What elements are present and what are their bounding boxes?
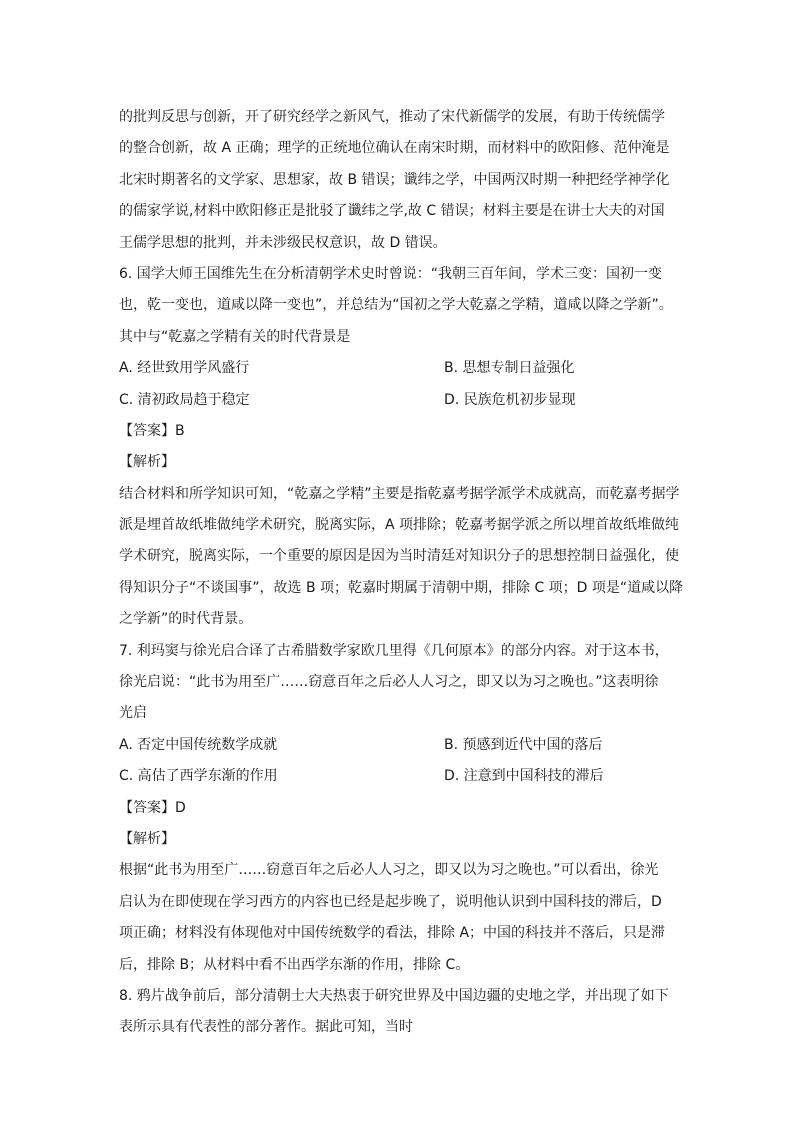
option-a: A. 经世致用学风盛行 — [119, 360, 250, 377]
question-stem-line: 表所示具有代表性的部分著作。据此可知，当时 — [119, 1019, 413, 1036]
option-d: D. 民族危机初步显现 — [444, 391, 576, 408]
text-line: 的儒家学说,材料中欧阳修正是批驳了谶纬之学,故 C 错误；材料主要是在讲士大夫的对国 — [119, 203, 665, 220]
analysis-title: 【解析】 — [119, 830, 175, 847]
option-c: C. 清初政局趋于稳定 — [119, 391, 250, 408]
question-stem-line: 徐光启说：“此书为用至广……窃意百年之后必人人习之，即又以为习之晚也。”这表明徐 — [119, 674, 659, 691]
analysis-line: 启认为在即使现在学习西方的内容也已经是起步晚了，说明他认识到中国科技的滞后，D — [119, 893, 662, 910]
text-line: 王儒学思想的批判，并未涉级民权意识，故 D 错误。 — [119, 234, 447, 251]
options-row — [119, 761, 679, 792]
text-line: 的批判反思与创新，开了研究经学之新风气，推动了宋代新儒学的发展，有助于传统儒学 — [119, 109, 665, 125]
answer-label: 【答案】B — [119, 422, 185, 439]
text-line: 的整合创新，故 A 正确；理学的正统地位确认在南宋时期，而材料中的欧阳修、范仲淹是 — [119, 140, 670, 157]
analysis-line: 项正确；材料没有体现他对中国传统数学的看法，排除 A；中国的科技并不落后，只是滞 — [119, 925, 666, 942]
question-stem-line: 光启 — [119, 705, 147, 722]
analysis-line: 根据“此书为用至广……窃意百年之后必人人习之，即又以为习之晚也。”可以看出，徐光 — [119, 862, 659, 879]
question-stem-line: 8. 鸦片战争前后，部分清朝士大夫热衷于研究世界及中国边疆的史地之学，并出现了如下 — [119, 987, 669, 1004]
option-b: B. 预感到近代中国的落后 — [444, 736, 603, 753]
question-6 — [119, 259, 684, 636]
page-content — [119, 102, 684, 1044]
option-d: D. 注意到中国科技的滞后 — [444, 768, 604, 785]
q5-analysis-continued — [119, 102, 679, 259]
question-7 — [119, 636, 679, 981]
text-line: 北宋时期著名的文学家、思想家，故 B 错误；谶纬之学，中国两汉时期一种把经学神学化 — [119, 171, 670, 188]
question-stem-line: 其中与“乾嘉之学精有关的时代背景是 — [119, 328, 351, 345]
analysis-line: 得知识分子“不谈国事”，故选 B 项；乾嘉时期属于清朝中期，排除 C 项；D 项是“道咸以降 — [119, 579, 684, 596]
analysis-line: 之学新”的时代背景。 — [119, 611, 253, 628]
option-a: A. 否定中国传统数学成就 — [119, 736, 278, 753]
question-8 — [119, 981, 679, 1044]
options-row — [119, 353, 679, 384]
question-stem-line: 6. 国学大师王国维先生在分析清朝学术史时曾说：“我朝三百年间，学术三变：国初一变 — [119, 265, 663, 282]
question-stem-line: 也，乾一变也，道咸以降一变也”，并总结为“国初之学大乾嘉之学精，道咸以降之学新”。 — [119, 297, 673, 314]
answer-label: 【答案】D — [119, 799, 186, 816]
options-row — [119, 385, 679, 416]
question-stem-line: 7. 利玛窦与徐光启合译了古希腊数学家欧几里得《几何原本》的部分内容。对于这本书， — [119, 642, 669, 659]
option-b: B. 思想专制日益强化 — [444, 360, 575, 377]
analysis-line: 学术研究，脱离实际，一个重要的原因是因为当时清廷对知识分子的思想控制日益强化，使 — [119, 548, 679, 565]
analysis-line: 后，排除 B；从材料中看不出西学东渐的作用，排除 C。 — [119, 956, 470, 973]
analysis-line: 结合材料和所学知识可知，“乾嘉之学精”主要是指乾嘉考据学派学术成就高，而乾嘉考据学 — [119, 485, 680, 502]
analysis-title: 【解析】 — [119, 454, 175, 471]
option-c: C. 高估了西学东渐的作用 — [119, 768, 278, 785]
analysis-line: 派是埋首故纸堆做纯学术研究，脱离实际，A 项排除；乾嘉考据学派之所以埋首故纸堆做纯 — [119, 517, 680, 534]
options-row — [119, 730, 679, 761]
